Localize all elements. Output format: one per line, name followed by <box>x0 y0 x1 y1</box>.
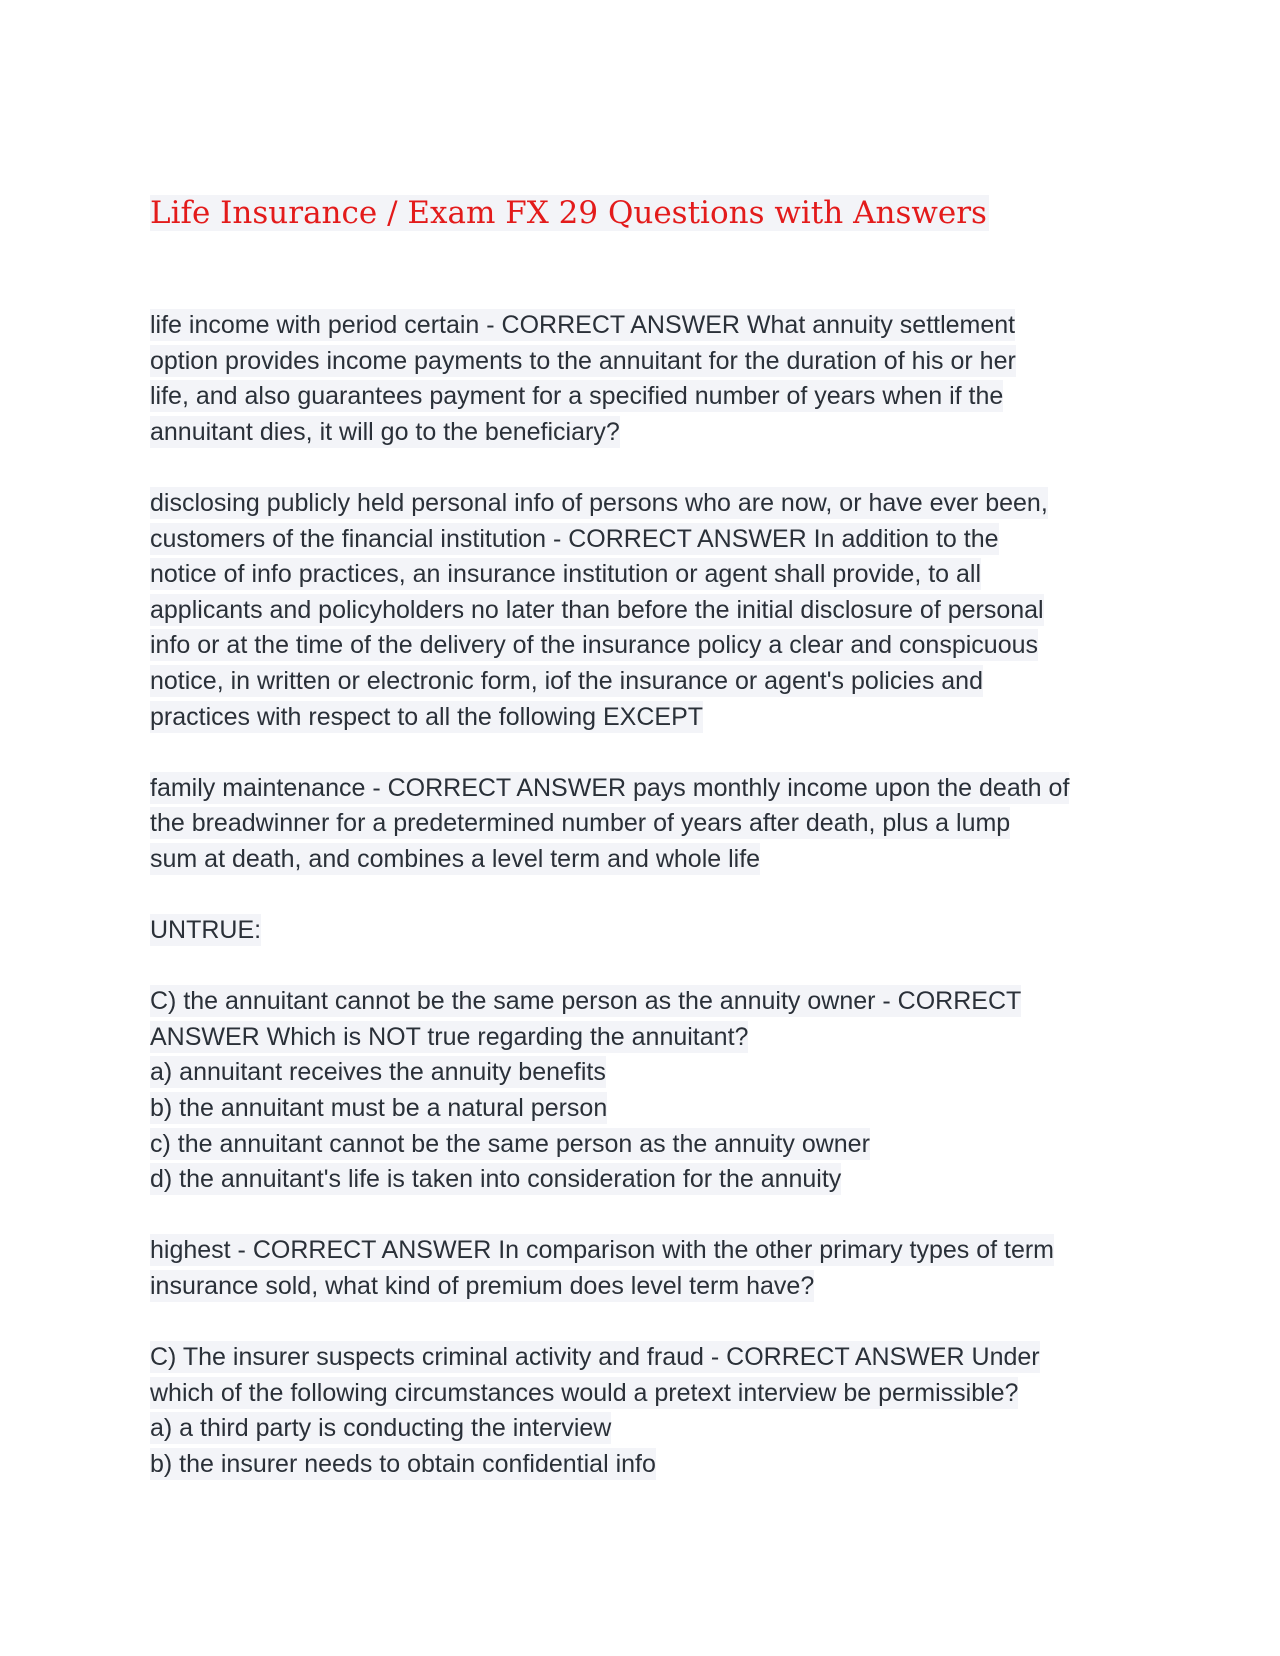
paragraph-gap <box>150 878 1135 914</box>
text-line-content: C) the annuitant cannot be the same person as the annuity owner - CORRECT <box>150 987 1022 1016</box>
text-line <box>150 1411 1135 1447</box>
text-line <box>150 700 1135 736</box>
text-line <box>150 308 1135 344</box>
text-line-content: highest - CORRECT ANSWER In comparison with the other primary types of term <box>150 1236 1055 1265</box>
text-line <box>150 628 1135 664</box>
text-line-content: C) The insurer suspects criminal activity and fraud - CORRECT ANSWER Under <box>150 1343 1040 1372</box>
document-title <box>150 190 989 236</box>
text-line-content: UNTRUE: <box>150 916 262 945</box>
text-line-content: applicants and policyholders no later than before the initial disclosure of personal <box>150 595 1044 624</box>
text-line <box>150 1340 1135 1376</box>
text-line-content: life income with period certain - CORRECT ANSWER What annuity settlement <box>150 311 1016 339</box>
text-line <box>150 415 1135 451</box>
paragraph-gap <box>150 1305 1135 1341</box>
text-line-content: d) the annuitant's life is taken into consideration for the annuity <box>150 1165 842 1194</box>
text-line-content: c) the annuitant cannot be the same person as the annuity owner <box>150 1129 870 1158</box>
text-line-content: life, and also guarantees payment for a specified number of years when if the <box>150 382 1004 411</box>
text-line-content: annuitant dies, it will go to the beneficiary? <box>150 417 620 446</box>
text-line <box>150 1020 1135 1056</box>
document-body <box>150 308 1135 1483</box>
text-line-content: the breadwinner for a predetermined number of years after death, plus a lump <box>150 809 1011 838</box>
document-title-text: Life Insurance / Exam FX 29 Questions with Answers <box>150 195 987 231</box>
text-line-content: family maintenance - CORRECT ANSWER pays monthly income upon the death of <box>150 773 1070 802</box>
text-line <box>150 1162 1135 1198</box>
text-line-content: disclosing publicly held personal info of persons who are now, or have ever been, <box>150 488 1048 517</box>
text-line-content: b) the annuitant must be a natural person <box>150 1094 608 1123</box>
text-line-content: which of the following circumstances would a pretext interview be permissible? <box>150 1378 1019 1407</box>
text-line <box>150 1376 1135 1412</box>
text-line <box>150 842 1135 878</box>
text-line-content: sum at death, and combines a level term and whole life <box>150 844 761 873</box>
text-line-content: notice, in written or electronic form, iof the insurance or agent's policies and <box>150 666 983 695</box>
text-line-content: ANSWER Which is NOT true regarding the annuitant? <box>150 1022 749 1051</box>
text-line-content: b) the insurer needs to obtain confidential info <box>150 1450 656 1478</box>
text-line-content: notice of info practices, an insurance institution or agent shall provide, to all <box>150 560 982 589</box>
text-line <box>150 1127 1135 1163</box>
text-line <box>150 913 1135 949</box>
text-line <box>150 1269 1135 1305</box>
text-line-content: customers of the financial institution - CORRECT ANSWER In addition to the <box>150 524 999 553</box>
text-line <box>150 593 1135 629</box>
paragraph-gap <box>150 735 1135 771</box>
text-line-content: insurance sold, what kind of premium does level term have? <box>150 1272 815 1301</box>
text-line <box>150 379 1135 415</box>
text-line <box>150 771 1135 807</box>
text-line <box>150 557 1135 593</box>
text-line <box>150 522 1135 558</box>
text-line-content: option provides income payments to the annuitant for the duration of his or her <box>150 346 1016 375</box>
text-line <box>150 1091 1135 1127</box>
paragraph-gap <box>150 1198 1135 1234</box>
text-line <box>150 664 1135 700</box>
text-line <box>150 344 1135 380</box>
text-line <box>150 486 1135 522</box>
text-line <box>150 984 1135 1020</box>
text-line <box>150 806 1135 842</box>
text-line <box>150 1055 1135 1091</box>
text-line <box>150 1447 1135 1483</box>
paragraph-gap <box>150 450 1135 486</box>
text-line-content: info or at the time of the delivery of the insurance policy a clear and conspicuous <box>150 631 1039 660</box>
paragraph-gap <box>150 949 1135 985</box>
text-line <box>150 1233 1135 1269</box>
text-line-content: a) annuitant receives the annuity benefits <box>150 1058 606 1087</box>
text-line-content: practices with respect to all the following EXCEPT <box>150 702 704 731</box>
text-line-content: a) a third party is conducting the interview <box>150 1414 612 1443</box>
